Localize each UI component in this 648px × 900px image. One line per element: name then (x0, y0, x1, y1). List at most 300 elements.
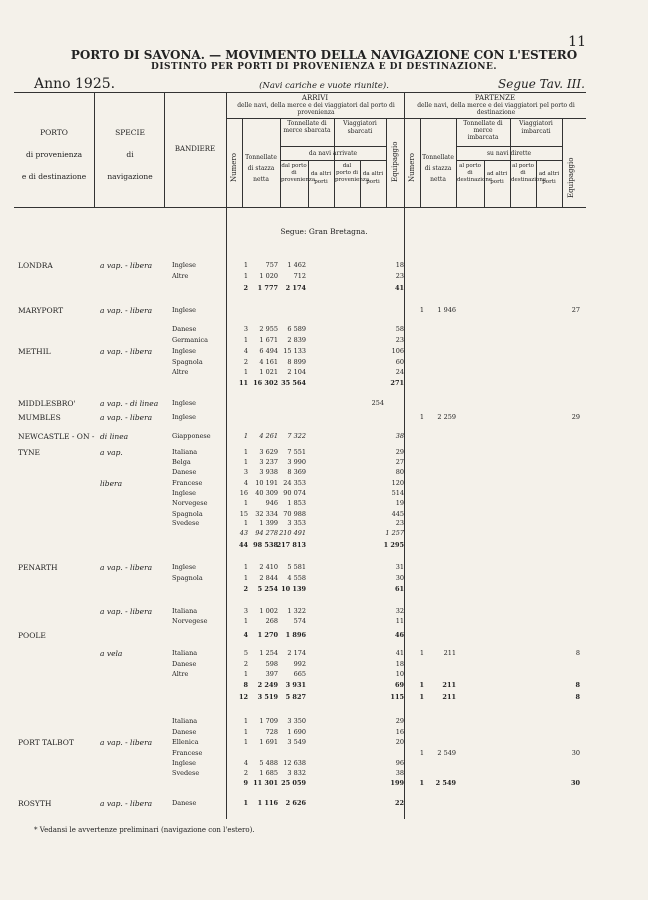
cell-ep: 29 (571, 413, 580, 421)
cell-mp: 7 322 (287, 432, 306, 440)
cell-band: Altre (172, 272, 189, 280)
arrivi-title: ARRIVI (301, 94, 329, 102)
cell-specie: a vela (100, 649, 123, 658)
cell-porto: ROSYTH (18, 799, 52, 808)
col-al-porto-merce: al porto di destinazione (457, 163, 493, 183)
cell-mp: 2 104 (287, 368, 306, 376)
col-equipaggio-partenze: Equipaggio (567, 157, 575, 198)
cell-mp: 6 589 (287, 325, 306, 333)
cell-n: 2 (243, 284, 248, 292)
cell-tsn: 4 161 (259, 358, 278, 366)
table-row (0, 467, 648, 478)
cell-ea: 19 (395, 499, 404, 507)
cell-ea: 23 (395, 519, 404, 527)
cell-pn: 1 (419, 779, 424, 787)
cell-n: 9 (243, 779, 248, 787)
table-row (0, 305, 648, 316)
cell-ptsn: 211 (443, 649, 456, 657)
cell-tsn: 1 021 (259, 368, 278, 376)
col-ad-altri-viagg: ad altri porti (538, 171, 560, 185)
cell-ea: 80 (395, 468, 404, 476)
col-merce-imbarcata: Tonnellate di merce imbarcata (463, 120, 503, 141)
cell-mp: 8 369 (287, 468, 306, 476)
cell-ea: 31 (395, 563, 404, 571)
cell-mp: 4 558 (287, 574, 306, 582)
cell-va: 254 (371, 399, 384, 407)
cell-n: 1 (243, 670, 248, 678)
cell-mp: 712 (293, 272, 306, 280)
cell-band: Inglese (172, 261, 197, 269)
cell-ea: 58 (395, 325, 404, 333)
cell-mp: 665 (293, 670, 306, 678)
cell-band: Inglese (172, 399, 197, 407)
cell-ptsn: 1 946 (437, 306, 456, 314)
col-dal-porto-merce: dal porto di provenienza (281, 163, 316, 183)
cell-band: Ellenica (172, 738, 199, 746)
cell-tsn: 2 844 (259, 574, 278, 582)
cell-mp: 1 462 (287, 261, 306, 269)
cell-ea: 18 (395, 660, 404, 668)
cell-mp: 15 133 (283, 347, 306, 355)
cell-porto: LONDRA (18, 261, 53, 270)
cell-tsn: 2 955 (259, 325, 278, 333)
cell-mp: 2 174 (287, 649, 306, 657)
cell-ea: 29 (395, 448, 404, 456)
cell-mp: 70 988 (283, 510, 306, 518)
table-row (0, 271, 648, 282)
cell-ep: 8 (575, 649, 580, 657)
cell-tsn: 1 270 (257, 631, 278, 639)
cell-tsn: 1 691 (259, 738, 278, 746)
table-row (0, 528, 648, 539)
partenze-title: PARTENZE (474, 94, 516, 102)
cell-n: 1 (243, 448, 248, 456)
cell-specie: a vap. - libera (100, 306, 153, 315)
cell-n: 3 (243, 468, 248, 476)
cell-band: Spagnola (172, 510, 203, 518)
cell-tsn: 397 (265, 670, 278, 678)
table-row (0, 737, 648, 748)
cell-ea: 38 (395, 432, 404, 440)
col-viaggiatori-sbarcati: Viaggiatori sbarcati (343, 120, 377, 135)
cell-band: Germanica (172, 336, 208, 344)
cell-specie: di linea (100, 432, 129, 441)
cell-mp: 25 059 (281, 779, 306, 787)
cell-tsn: 1 777 (257, 284, 278, 292)
cell-ea: 16 (395, 728, 404, 736)
cell-n: 1 (243, 336, 248, 344)
table-row (0, 669, 648, 680)
cell-ea: 38 (395, 769, 404, 777)
cell-band: Svedese (172, 769, 200, 777)
cell-n: 1 (243, 499, 248, 507)
cell-band: Norvegese (172, 617, 208, 625)
cell-ptsn: 211 (442, 693, 456, 701)
cell-specie: libera (100, 479, 123, 488)
cell-n: 1 (243, 574, 248, 582)
cell-mp: 210 491 (279, 529, 306, 537)
cell-tsn: 3 519 (257, 693, 278, 701)
col-dal-porto-viagg: dal porto di provenienza (335, 163, 370, 183)
cell-n: 1 (243, 368, 248, 376)
table-row (0, 692, 648, 703)
cell-mp: 90 074 (283, 489, 306, 497)
cell-n: 15 (239, 510, 248, 518)
table-row (0, 778, 648, 789)
cell-specie: a vap. - libera (100, 607, 153, 616)
cell-tsn: 94 278 (255, 529, 278, 537)
table-row (0, 398, 648, 409)
cell-ea: 199 (390, 779, 404, 787)
cell-specie: a vap. - libera (100, 347, 153, 356)
cell-band: Inglese (172, 413, 197, 421)
cell-n: 1 (243, 272, 248, 280)
table-row (0, 798, 648, 809)
cell-mp: 3 990 (287, 458, 306, 466)
cell-n: 1 (243, 717, 248, 725)
cell-ptsn: 2 259 (437, 413, 456, 421)
cell-mp: 217 813 (276, 541, 306, 549)
col-altri-porti-merce: da altri porti (310, 171, 332, 185)
cell-ptsn: 211 (442, 681, 456, 689)
cell-mp: 3 549 (287, 738, 306, 746)
cell-band: Danese (172, 325, 197, 333)
table-row (0, 260, 648, 271)
cell-band: Danese (172, 468, 197, 476)
cell-porto: PENARTH (18, 563, 58, 572)
col-altri-porti-viagg: da altri porti (362, 171, 384, 185)
col-bandiere: BANDIERE (174, 145, 216, 153)
cell-tsn: 598 (265, 660, 278, 668)
table-row (0, 378, 648, 389)
cell-ea: 27 (395, 458, 404, 466)
cell-porto: PORT TALBOT (18, 738, 74, 747)
da-navi-arrivate: da navi arrivate (308, 150, 358, 157)
cell-porto: MUMBLES (18, 413, 61, 422)
cell-band: Francese (172, 749, 203, 757)
cell-ea: 20 (395, 738, 404, 746)
cell-ea: 106 (391, 347, 404, 355)
cell-ptsn: 2 549 (435, 779, 456, 787)
cell-tsn: 1 254 (259, 649, 278, 657)
section-title: Segue: Gran Bretagna. (280, 227, 368, 236)
table-row (0, 540, 648, 551)
table-row (0, 680, 648, 691)
page-title: PORTO DI SAVONA. — MOVIMENTO DELLA NAVIGAZIONE CON L'ESTERO (70, 48, 578, 62)
cell-band: Italiana (172, 717, 198, 725)
cell-band: Inglese (172, 347, 197, 355)
cell-n: 1 (243, 738, 248, 746)
cell-ea: 61 (394, 585, 404, 593)
cell-ea: 115 (390, 693, 404, 701)
table-row (0, 283, 648, 294)
cell-porto: MARYPORT (18, 306, 64, 315)
cell-band: Francese (172, 479, 203, 487)
cell-ea: 32 (395, 607, 404, 615)
cell-tsn: 1 399 (259, 519, 278, 527)
table-row (0, 346, 648, 357)
arrivi-desc: delle navi, della merce e dei viaggiatori dal porto di provenienza (237, 102, 395, 116)
cell-n: 2 (243, 769, 248, 777)
continued-label: Segue Tav. III. (498, 77, 585, 91)
cell-n: 4 (243, 631, 248, 639)
cell-tsn: 11 301 (253, 779, 278, 787)
cell-ea: 23 (395, 272, 404, 280)
col-specie: SPECIE (115, 128, 145, 137)
cell-ptsn: 2 549 (437, 749, 456, 757)
cell-tsn: 16 302 (253, 379, 278, 387)
cell-ep: 30 (571, 749, 580, 757)
cell-n: 12 (238, 693, 248, 701)
cell-mp: 574 (293, 617, 306, 625)
cell-ea: 60 (395, 358, 404, 366)
col-specie-3: navigazione (107, 172, 153, 181)
cell-pn: 1 (419, 649, 424, 657)
cell-ep: 27 (571, 306, 580, 314)
cell-n: 1 (243, 261, 248, 269)
cell-ea: 30 (395, 574, 404, 582)
cell-mp: 7 551 (287, 448, 306, 456)
cell-mp: 3 931 (285, 681, 306, 689)
cell-ea: 22 (394, 799, 404, 807)
cell-tsn: 5 254 (257, 585, 278, 593)
cell-ea: 18 (395, 261, 404, 269)
cell-ea: 11 (395, 617, 404, 625)
col-ad-altri-merce: ad altri porti (486, 171, 508, 185)
cell-tsn: 1 020 (259, 272, 278, 280)
cell-n: 4 (243, 347, 248, 355)
cell-n: 5 (243, 649, 248, 657)
subtitle-note: (Navi cariche e vuote riunite). (259, 81, 389, 91)
cell-n: 8 (243, 681, 248, 689)
cell-tsn: 4 261 (259, 432, 278, 440)
cell-mp: 1 322 (287, 607, 306, 615)
cell-tsn: 32 334 (255, 510, 278, 518)
cell-pn: 1 (419, 749, 424, 757)
cell-mp: 12 638 (283, 759, 306, 767)
cell-mp: 3 353 (287, 519, 306, 527)
cell-band: Altre (172, 670, 189, 678)
table-row (0, 431, 648, 442)
header-bottom-rule (14, 207, 586, 208)
cell-tsn: 728 (265, 728, 278, 736)
col-merce-sbarcata: Tonnellate di merce sbarcata (283, 120, 331, 134)
cell-band: Svedese (172, 519, 200, 527)
cell-tsn: 6 494 (259, 347, 278, 355)
cell-mp: 2 174 (285, 284, 306, 292)
cell-ea: 29 (395, 717, 404, 725)
table-row (0, 648, 648, 659)
year-label: Anno 1925. (34, 76, 116, 92)
col-porto-2: di provenienza (25, 150, 83, 159)
cell-n: 1 (243, 519, 248, 527)
cell-ea: 10 (395, 670, 404, 678)
cell-ea: 271 (390, 379, 404, 387)
cell-porto: METHIL (18, 347, 51, 356)
cell-mp: 3 350 (287, 717, 306, 725)
cell-band: Belga (172, 458, 191, 466)
cell-band: Inglese (172, 563, 197, 571)
cell-band: Altre (172, 368, 189, 376)
cell-band: Inglese (172, 489, 197, 497)
cell-n: 3 (243, 325, 248, 333)
cell-ea: 41 (395, 649, 404, 657)
cell-band: Giapponese (172, 432, 211, 440)
table-row (0, 573, 648, 584)
cell-pn: 1 (419, 681, 424, 689)
cell-band: Spagnola (172, 358, 203, 366)
cell-tsn: 2 410 (259, 563, 278, 571)
table-row (0, 584, 648, 595)
cell-mp: 1 853 (287, 499, 306, 507)
cell-tsn: 10 191 (255, 479, 278, 487)
cell-ea: 96 (395, 759, 404, 767)
cell-band: Italiana (172, 448, 198, 456)
col-numero-arrivi: Numero (230, 153, 238, 182)
cell-specie: a vap. (100, 448, 123, 457)
cell-tsn: 1 671 (259, 336, 278, 344)
cell-porto: TYNE (18, 448, 40, 457)
cell-n: 1 (243, 799, 248, 807)
cell-n: 1 (243, 617, 248, 625)
cell-ea: 69 (394, 681, 404, 689)
cell-band: Norvegese (172, 499, 208, 507)
cell-porto: NEWCASTLE - ON - (18, 432, 95, 441)
cell-mp: 2 839 (287, 336, 306, 344)
cell-ea: 46 (394, 631, 404, 639)
col-porto: PORTO (40, 128, 68, 137)
cell-tsn: 3 938 (259, 468, 278, 476)
cell-specie: a vap. - di linea (100, 399, 159, 408)
cell-ea: 24 (395, 368, 404, 376)
cell-mp: 24 353 (283, 479, 306, 487)
cell-n: 2 (243, 585, 248, 593)
cell-mp: 8 899 (287, 358, 306, 366)
cell-tsn: 268 (265, 617, 278, 625)
cell-n: 44 (238, 541, 248, 549)
cell-specie: a vap. - libera (100, 413, 153, 422)
col-numero-partenze: Numero (408, 153, 416, 182)
cell-mp: 1 690 (287, 728, 306, 736)
cell-n: 2 (243, 358, 248, 366)
cell-band: Inglese (172, 306, 197, 314)
cell-band: Danese (172, 728, 197, 736)
cell-tsn: 946 (265, 499, 278, 507)
cell-mp: 35 564 (281, 379, 306, 387)
cell-mp: 2 626 (285, 799, 306, 807)
cell-n: 4 (243, 479, 248, 487)
partenze-desc: delle navi, della merce e dei viaggiatori pel porto di destinazione (417, 102, 575, 116)
cell-band: Danese (172, 799, 197, 807)
cell-mp: 992 (293, 660, 306, 668)
cell-tsn: 1 002 (259, 607, 278, 615)
cell-tsn: 98 538 (253, 541, 278, 549)
cell-specie: a vap. - libera (100, 261, 153, 270)
cell-n: 1 (243, 432, 248, 440)
col-porto-3: e di destinazione (21, 172, 87, 181)
cell-ea: 445 (391, 510, 404, 518)
col-specie-2: di (126, 150, 134, 159)
table-row (0, 716, 648, 727)
cell-band: Inglese (172, 759, 197, 767)
cell-ep: 8 (575, 681, 580, 689)
cell-tsn: 1 685 (259, 769, 278, 777)
cell-mp: 10 139 (281, 585, 306, 593)
col-tsn-arrivi: Tonnellate di stazza netta (245, 154, 277, 183)
table-row (0, 367, 648, 378)
table-row (0, 562, 648, 573)
cell-ep: 30 (570, 779, 580, 787)
cell-tsn: 3 237 (259, 458, 278, 466)
header-top-rule (14, 92, 586, 93)
cell-band: Italiana (172, 649, 198, 657)
cell-tsn: 1 116 (257, 799, 278, 807)
page-subtitle: DISTINTO PER PORTI DI PROVENIENZA E DI DESTINAZIONE. (151, 62, 497, 72)
footnote: * Vedansi le avvertenze preliminari (navigazione con l'estero). (34, 826, 255, 834)
cell-mp: 1 896 (285, 631, 306, 639)
cell-ea: 1 257 (385, 529, 404, 537)
cell-tsn: 40 309 (255, 489, 278, 497)
cell-band: Spagnola (172, 574, 203, 582)
cell-pn: 1 (419, 413, 424, 421)
cell-tsn: 1 709 (259, 717, 278, 725)
cell-porto: MIDDLESBRO' (18, 399, 76, 408)
cell-ea: 1 295 (383, 541, 404, 549)
cell-n: 1 (243, 458, 248, 466)
cell-tsn: 5 488 (259, 759, 278, 767)
cell-n: 1 (243, 728, 248, 736)
cell-n: 2 (243, 660, 248, 668)
table-row (0, 335, 648, 346)
cell-tsn: 2 249 (257, 681, 278, 689)
cell-porto: POOLE (18, 631, 46, 640)
cell-ea: 514 (391, 489, 404, 497)
cell-tsn: 3 629 (259, 448, 278, 456)
cell-n: 3 (243, 607, 248, 615)
col-equipaggio-arrivi: Equipaggio (391, 141, 399, 182)
table-row (0, 498, 648, 509)
cell-n: 4 (243, 759, 248, 767)
table-row (0, 630, 648, 641)
cell-ep: 8 (575, 693, 580, 701)
col-al-porto-viagg: al porto di destinazione (511, 163, 547, 183)
cell-mp: 5 827 (285, 693, 306, 701)
col-viaggiatori-imbarcati: Viaggiatori imbarcati (519, 120, 553, 135)
cell-specie: a vap. - libera (100, 799, 153, 808)
cell-band: Danese (172, 660, 197, 668)
col-tsn-partenze: Tonnellate di stazza netta (422, 154, 454, 183)
cell-tsn: 757 (265, 261, 278, 269)
cell-n: 1 (243, 563, 248, 571)
cell-mp: 3 832 (287, 769, 306, 777)
cell-specie: a vap. - libera (100, 563, 153, 572)
page-number: 11 (568, 34, 586, 50)
cell-ea: 120 (391, 479, 404, 487)
cell-pn: 1 (419, 693, 424, 701)
cell-n: 43 (239, 529, 248, 537)
su-navi-dirette: su navi dirette (486, 150, 532, 157)
cell-ea: 23 (395, 336, 404, 344)
cell-ea: 41 (394, 284, 404, 292)
cell-specie: a vap. - libera (100, 738, 153, 747)
cell-n: 11 (238, 379, 248, 387)
table-row (0, 324, 648, 335)
cell-mp: 5 581 (287, 563, 306, 571)
table-row (0, 616, 648, 627)
cell-band: Italiana (172, 607, 198, 615)
cell-pn: 1 (419, 306, 424, 314)
cell-n: 16 (239, 489, 248, 497)
